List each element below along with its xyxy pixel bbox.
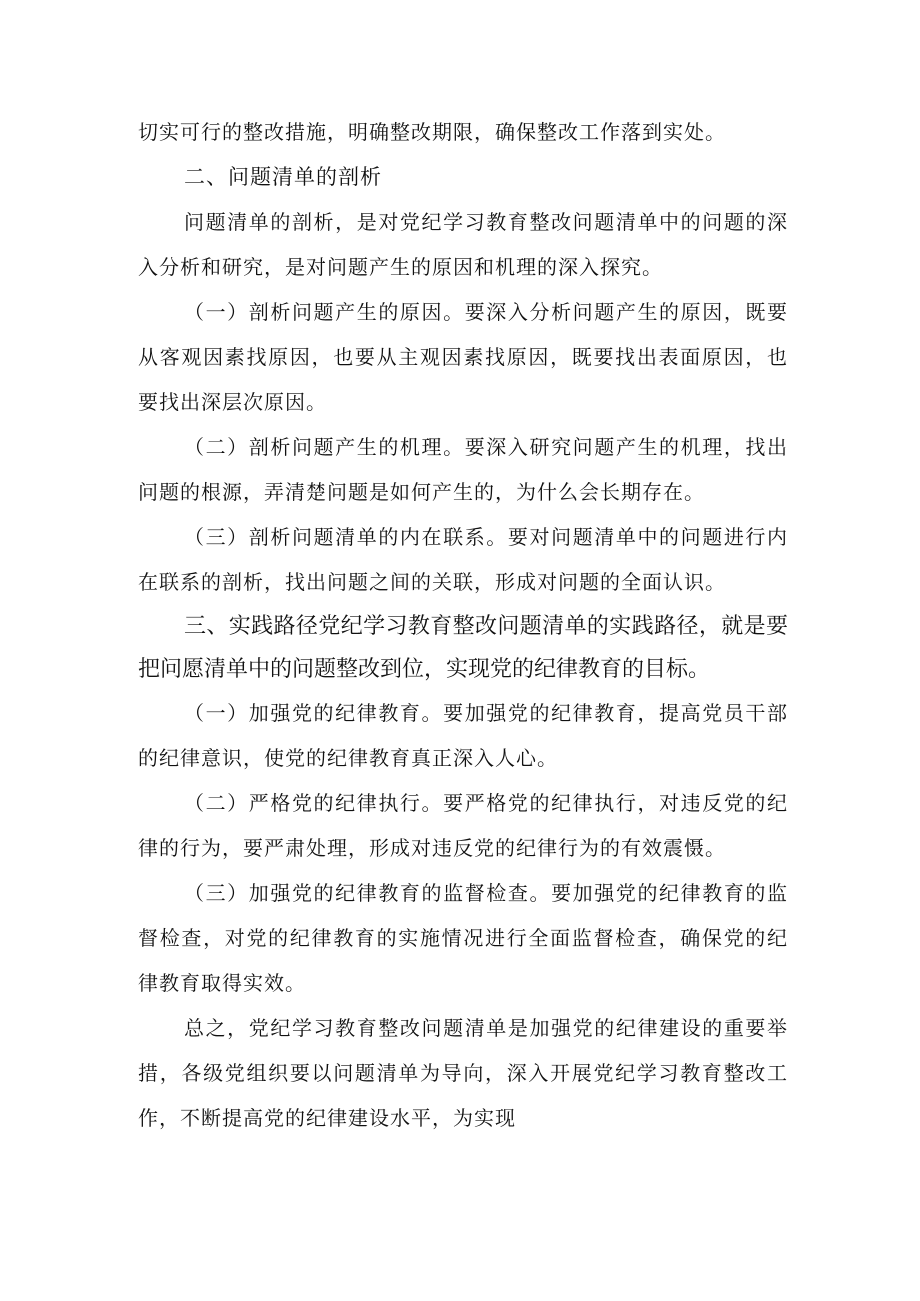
- section-heading-two: 二、问题清单的剖析: [184, 165, 382, 189]
- paragraph-analysis-intro: 问题清单的剖析，是对党纪学习教育整改问题清单中的问题的深入分析和研究，是对问题产生的原因和机理的深入探究。: [138, 210, 788, 279]
- paragraph-practice-supervision: （三）加强党的纪律教育的监督检查。要加强党的纪律教育的监督检查，对党的纪律教育的实施情况进行全面监督检查，确保党的纪律教育取得实效。: [138, 881, 788, 995]
- paragraph-analysis-mechanism: （二）剖析问题产生的机理。要深入研究问题产生的机理，找出问题的根源，弄清楚问题是如何产生的，为什么会长期存在。: [138, 435, 788, 504]
- paragraph-practice-education: （一）加强党的纪律教育。要加强党的纪律教育，提高党员干部的纪律意识，使党的纪律教育真正深入人心。: [138, 701, 788, 770]
- paragraph-analysis-connections: （三）剖析问题清单的内在联系。要对问题清单中的问题进行内在联系的剖析，找出问题之间的关联，形成对问题的全面认识。: [138, 525, 788, 594]
- section-heading-three: 三、实践路径党纪学习教育整改问题清单的实践路径，就是要把问愿清单中的问题整改到位，实现党的纪律教育的目标。: [138, 614, 788, 682]
- document-body: [138, 110, 788, 1141]
- paragraph-continuation: 切实可行的整改措施，明确整改期限，确保整改工作落到实处。: [138, 120, 726, 144]
- paragraph-conclusion: 总之，党纪学习教育整改问题清单是加强党的纪律建设的重要举措，各级党组织要以问题清单为导向，深入开展党纪学习教育整改工作，不断提高党的纪律建设水平，为实现: [138, 1016, 788, 1130]
- paragraph-practice-enforcement: （二）严格党的纪律执行。要严格党的纪律执行，对违反党的纪律的行为，要严肃处理，形成对违反党的纪律行为的有效震慑。: [138, 791, 788, 860]
- paragraph-analysis-causes: （一）剖析问题产生的原因。要深入分析问题产生的原因，既要从客观因素找原因，也要从主观因素找原因，既要找出表面原因，也要找出深层次原因。: [138, 300, 788, 414]
